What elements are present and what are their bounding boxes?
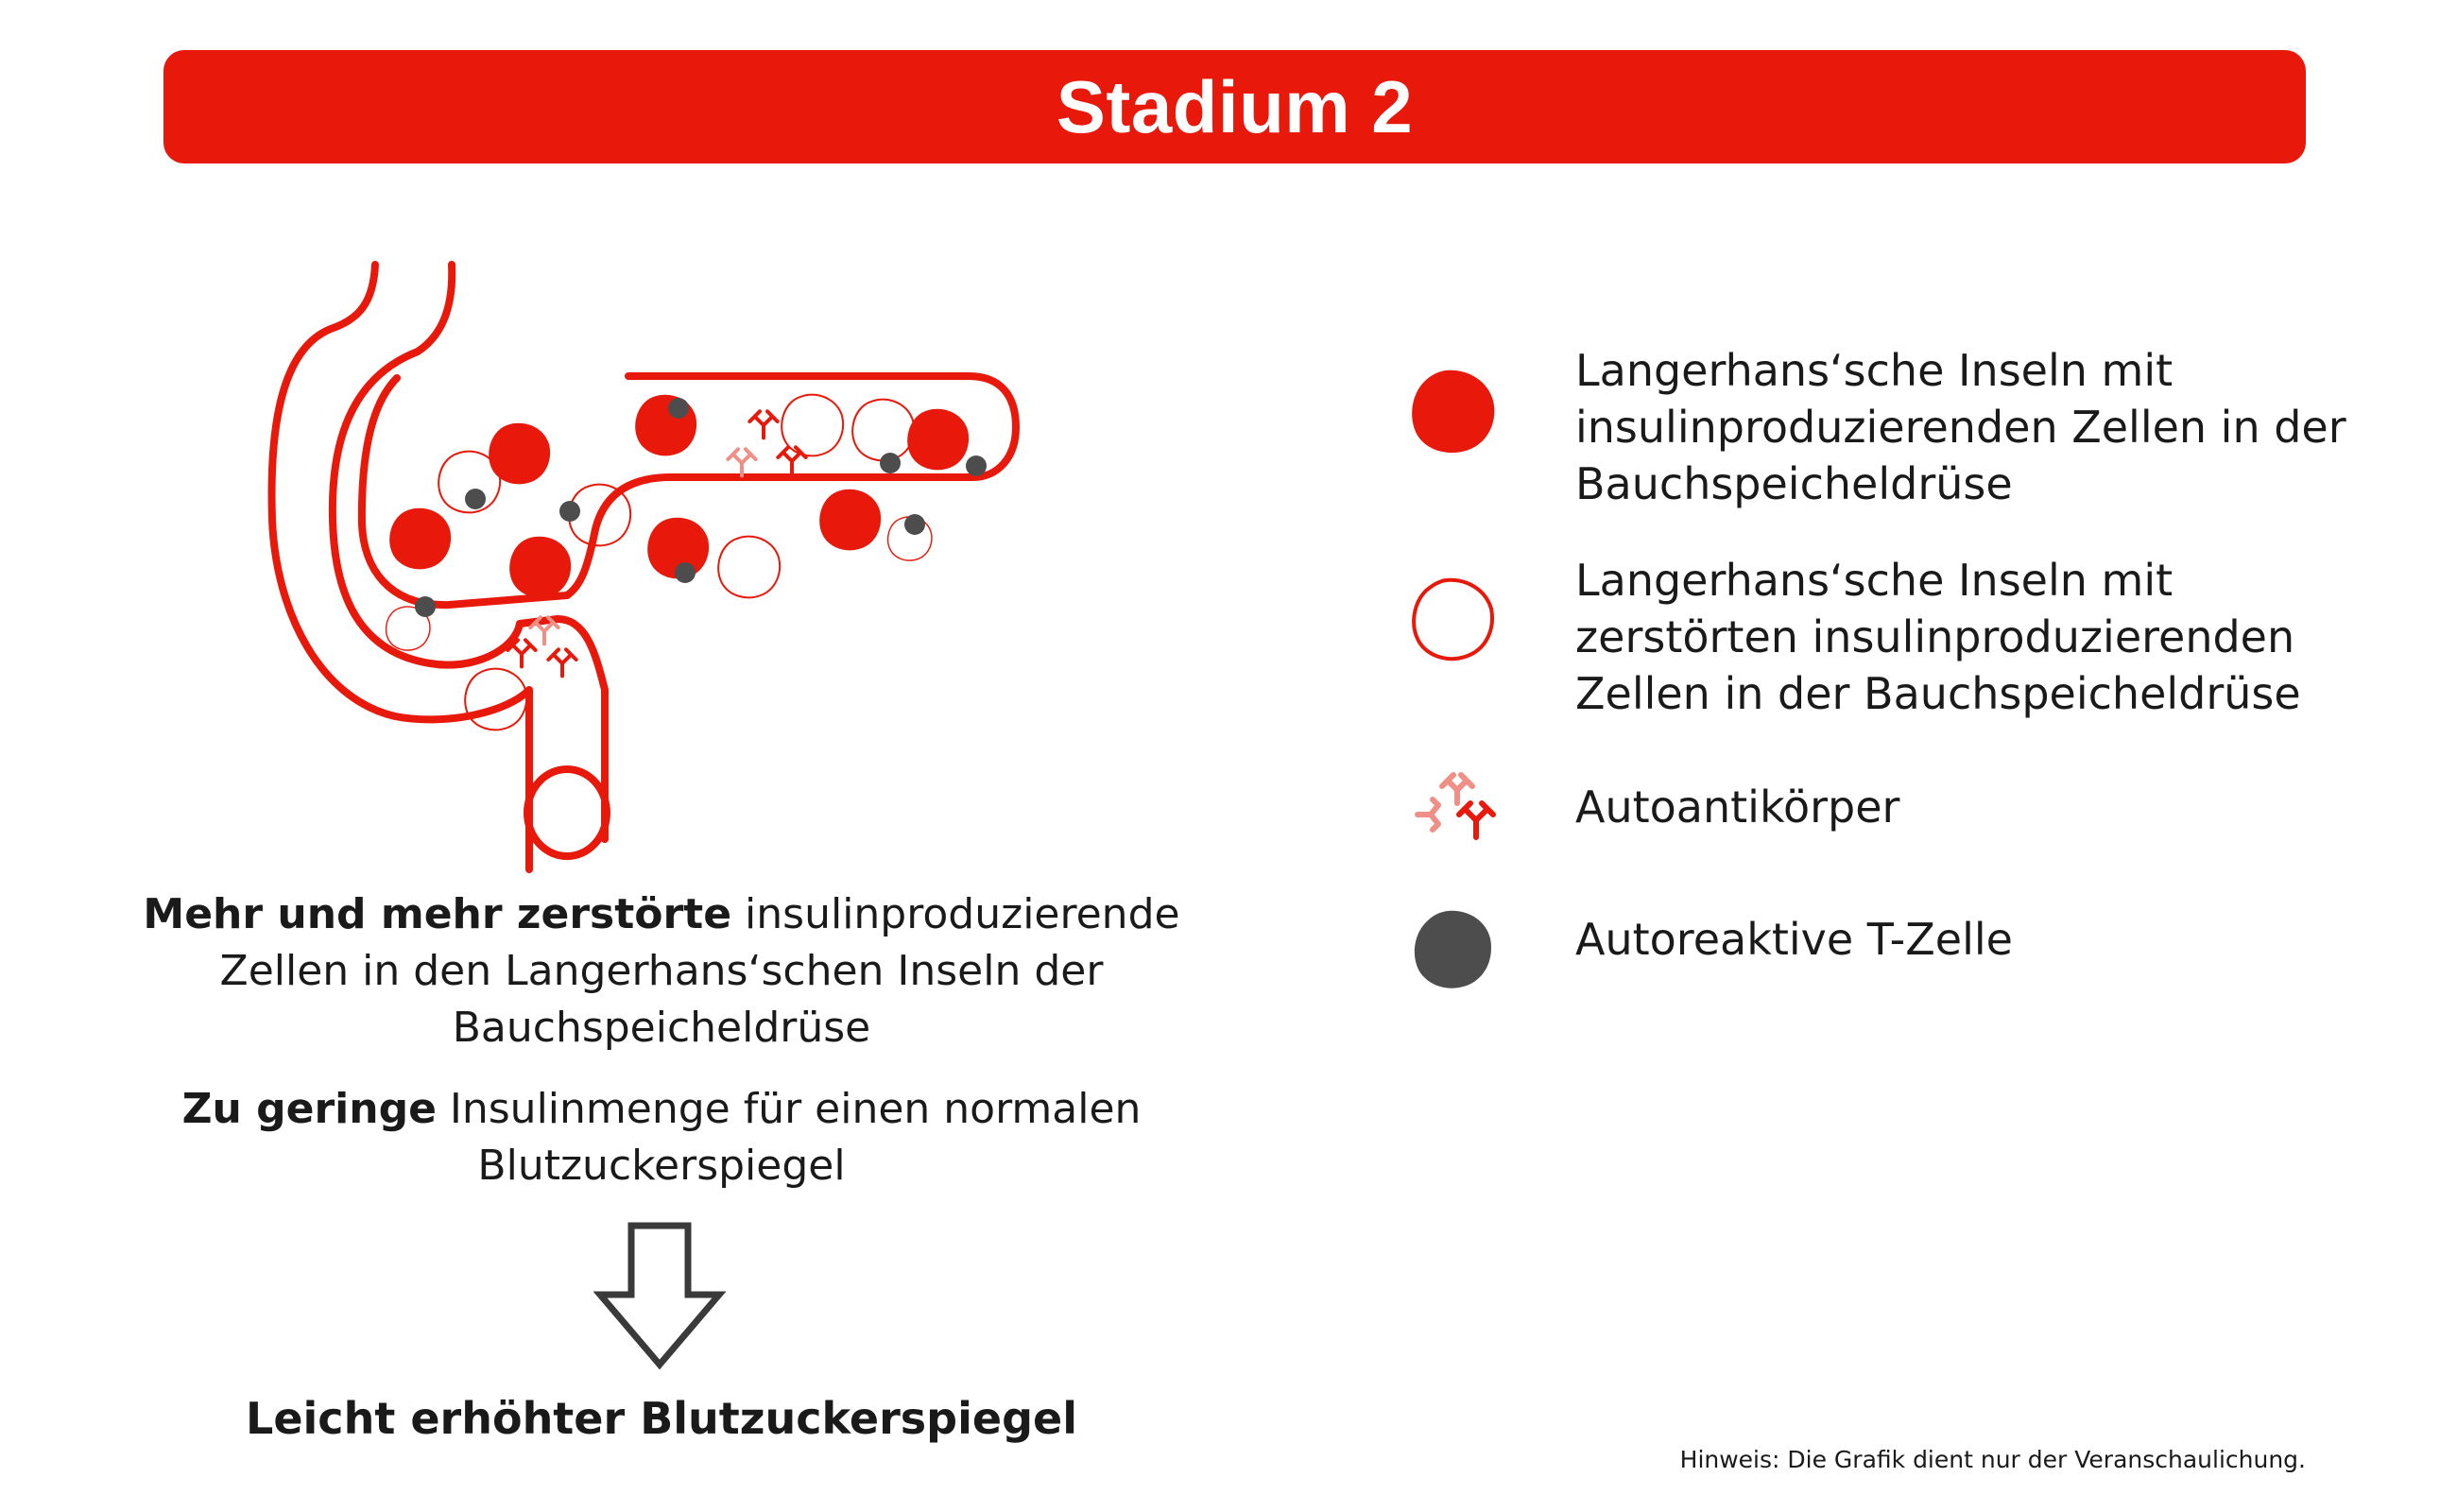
t-cell-icon	[1410, 907, 1497, 992]
islet-destroyed	[852, 400, 914, 461]
caption-insulin-amount: Zu geringe Insulinmenge für einen normalen Blutzuckerspiegel	[181, 1085, 1142, 1190]
t-cell	[668, 398, 689, 419]
legend-label-antibody: Autoantikörper	[1575, 782, 1900, 833]
t-cell	[559, 501, 580, 522]
islet-intact	[819, 490, 881, 551]
title-banner	[163, 50, 2306, 163]
duct-opening	[527, 769, 607, 856]
antibody-icon	[1402, 771, 1506, 847]
islet-destroyed	[782, 395, 843, 456]
legend-label-destroyed: Langerhans‘sche Inseln mit zerstörten insulinproduzierenden Zellen in der Bauchspeicheldrüse	[1575, 555, 2301, 719]
t-cell	[880, 453, 901, 473]
antibody	[778, 447, 805, 473]
disclaimer-note: Hinweis: Die Grafik dient nur der Veranschaulichung.	[1679, 1446, 2306, 1473]
islet-intact	[509, 537, 571, 598]
t-cell	[675, 562, 696, 583]
down-arrow-icon	[593, 1221, 726, 1372]
islet-destroyed	[718, 537, 780, 598]
t-cell	[966, 455, 987, 476]
antibody	[728, 449, 755, 475]
page-title: Stadium 2	[1056, 64, 1414, 148]
t-cell	[465, 489, 486, 509]
legend-label-intact: Langerhans‘sche Inseln mit insulinproduzierenden Zellen in der Bauchspeicheldrüse	[1575, 345, 2346, 509]
result-text: Leicht erhöhter Blutzuckerspiegel	[246, 1393, 1077, 1444]
antibody	[548, 649, 576, 676]
empty-islet-icon	[1408, 575, 1499, 665]
islet-intact	[907, 409, 969, 471]
pancreas-outer-outline	[272, 265, 529, 869]
islet-intact	[489, 423, 550, 485]
caption-destroyed-cells: Mehr und mehr zerstörte insulinproduzierende Zellen in den Langerhans‘schen Inseln der Bauchspeicheldrüse	[143, 890, 1180, 1052]
t-cell	[904, 514, 925, 535]
pancreas-illustration	[255, 246, 1068, 879]
antibody	[749, 411, 777, 438]
antibody	[507, 640, 535, 666]
islet-intact	[389, 508, 451, 570]
filled-islet-icon	[1408, 367, 1499, 457]
t-cell	[415, 596, 436, 617]
legend-label-t-cell: Autoreaktive T-Zelle	[1575, 914, 2013, 965]
